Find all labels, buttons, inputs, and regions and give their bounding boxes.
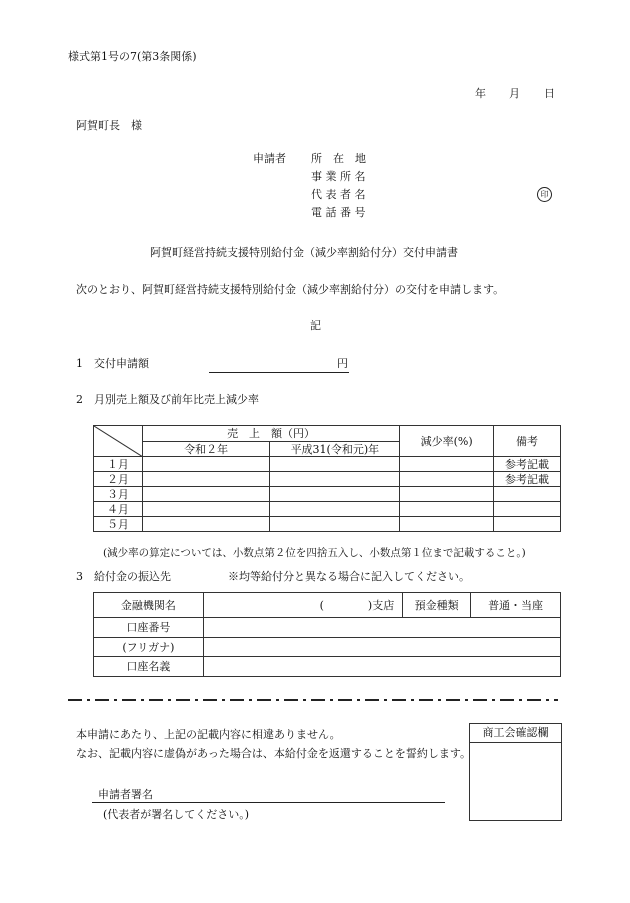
deposit-type-label: 預金種類 [403, 593, 471, 618]
account-name-label: 口座名義 [94, 657, 204, 677]
r2-cell[interactable] [142, 502, 270, 517]
note-cell [494, 502, 561, 517]
addressee: 阿賀町長 様 [76, 119, 142, 132]
item3-label: 3 給付金の振込先 [76, 570, 171, 583]
header-sales: 売 上 額（円） [142, 426, 399, 442]
confirm-box [469, 723, 562, 821]
deposit-type-value[interactable]: 普通・当座 [471, 593, 561, 618]
note-cell: 参考記載 [494, 457, 561, 472]
month-cell: １月 [94, 457, 143, 472]
r2-cell[interactable] [142, 472, 270, 487]
month-cell: ４月 [94, 502, 143, 517]
table-row [94, 457, 561, 472]
table-row [94, 472, 561, 487]
header-rate: 減少率(%) [400, 426, 494, 457]
header-note: 備考 [494, 426, 561, 457]
bank-table [93, 592, 561, 677]
field-phone: 電 話 番 号 [311, 206, 366, 219]
seal-mark: 印 [537, 187, 552, 202]
table-footnote: (減少率の算定については、小数点第２位を四捨五入し、小数点第１位まで記載すること。) [103, 547, 526, 559]
cut-line [68, 699, 558, 701]
field-address: 所 在 地 [311, 152, 366, 165]
signature-note: (代表者が署名してください。) [103, 808, 250, 821]
month-cell: ３月 [94, 487, 143, 502]
diagonal-line [94, 426, 143, 457]
furigana-field[interactable] [203, 638, 560, 657]
note-cell [494, 487, 561, 502]
h31-cell[interactable] [270, 457, 400, 472]
rate-cell[interactable] [400, 457, 494, 472]
rate-cell[interactable] [400, 472, 494, 487]
month-cell: ２月 [94, 472, 143, 487]
table-row [94, 517, 561, 532]
ki-heading: 記 [310, 319, 321, 332]
intro-text: 次のとおり、阿賀町経営持続支援特別給付金（減少率割給付分）の交付を申請します。 [76, 283, 505, 296]
branch-field[interactable]: ( )支店 [203, 593, 402, 618]
declaration-line1: 本申請にあたり、上記の記載内容に相違ありません。 [76, 728, 341, 741]
diagonal-header-cell [94, 426, 143, 457]
applicant-label: 申請者 [253, 152, 286, 165]
item2-label: 2 月別売上額及び前年比売上減少率 [76, 393, 259, 406]
date-day: 日 [544, 87, 555, 100]
item3-note: ※均等給付分と異なる場合に記入してください。 [228, 570, 470, 583]
h31-cell[interactable] [270, 472, 400, 487]
amount-unit: 円 [337, 357, 348, 370]
declaration-line2: なお、記載内容に虚偽があった場合は、本給付金を返還することを誓約します。 [76, 747, 472, 760]
r2-cell[interactable] [142, 487, 270, 502]
r2-cell[interactable] [142, 517, 270, 532]
header-h31: 平成31(令和元)年 [270, 442, 400, 457]
field-business-name: 事 業 所 名 [311, 170, 366, 183]
h31-cell[interactable] [270, 517, 400, 532]
signature-line[interactable] [92, 802, 445, 803]
rate-cell[interactable] [400, 517, 494, 532]
rate-cell[interactable] [400, 502, 494, 517]
table-row [94, 502, 561, 517]
header-r2: 令和２年 [142, 442, 270, 457]
h31-cell[interactable] [270, 487, 400, 502]
date-year: 年 [475, 87, 486, 100]
table-row [94, 487, 561, 502]
account-number-field[interactable] [203, 618, 560, 638]
signature-label: 申請者署名 [98, 788, 153, 801]
note-cell [494, 517, 561, 532]
sales-table [93, 425, 561, 532]
account-number-label: 口座番号 [94, 618, 204, 638]
note-cell: 参考記載 [494, 472, 561, 487]
date-month: 月 [509, 87, 520, 100]
document-title: 阿賀町経営持続支援特別給付金（減少率割給付分）交付申請書 [150, 246, 458, 259]
h31-cell[interactable] [270, 502, 400, 517]
confirm-box-title: 商工会確認欄 [470, 724, 561, 743]
item1-label: 1 交付申請額 [76, 357, 149, 370]
field-representative: 代 表 者 名 [311, 188, 366, 201]
month-cell: ５月 [94, 517, 143, 532]
form-number: 様式第1号の7(第3条関係) [68, 50, 197, 63]
bank-name-label: 金融機関名 [94, 593, 204, 618]
rate-cell[interactable] [400, 487, 494, 502]
r2-cell[interactable] [142, 457, 270, 472]
amount-underline [209, 372, 349, 373]
account-name-field[interactable] [203, 657, 560, 677]
furigana-label: (フリガナ) [94, 638, 204, 657]
